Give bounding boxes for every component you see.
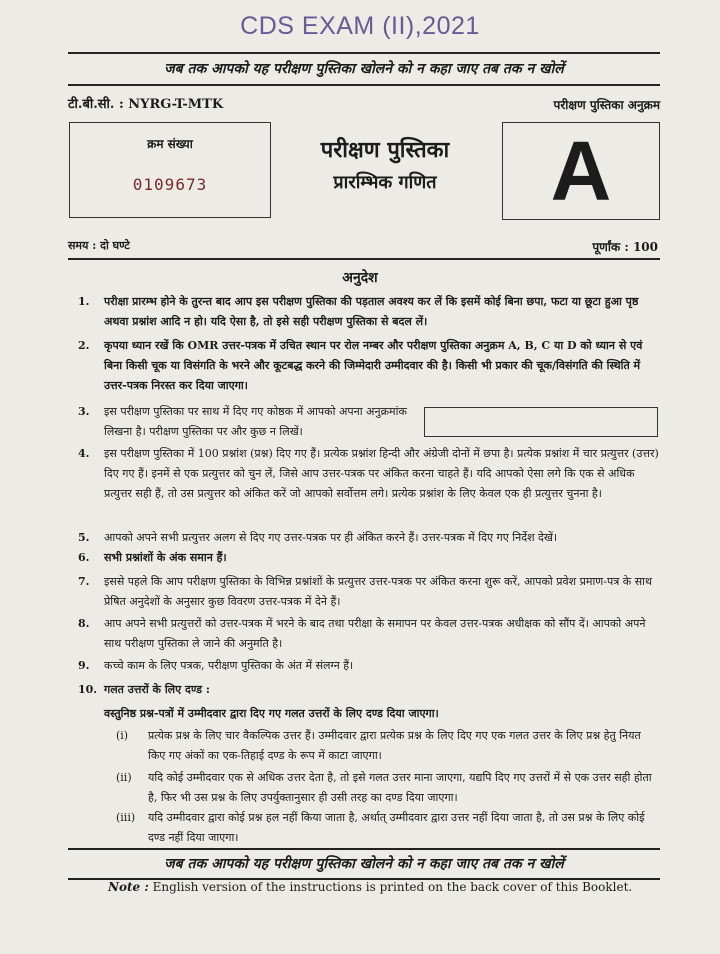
instruction-item xyxy=(68,292,660,332)
penalty-text: यदि कोई उम्मीदवार एक से अधिक उत्तर देता है, तो इसे गलत उत्तर माना जाएगा, यद्यपि दिए गए उत्तरों में से एक उत्तर सही होता है, फिर भी उस प्रश्न के लिए उपर्युक्तानुसार ही उसी तरह का दण्ड दिया जाएगा। xyxy=(148,771,652,804)
serial-number-box xyxy=(69,122,271,218)
penalty-text: यदि उम्मीदवार द्वारा कोई प्रश्न हल नहीं किया जाता है, अर्थात् उम्मीदवार द्वारा उत्तर नहीं दिया जाता है, तो उस प्रश्न के लिए कोई दण्ड नहीं दिया जाएगा। xyxy=(148,811,645,844)
instruction-item xyxy=(68,656,660,676)
instruction-item xyxy=(68,614,660,654)
instruction-number: 1. xyxy=(78,295,90,308)
penalty-intro: वस्तुनिष्ठ प्रश्न-पत्रों में उम्मीदवार द्वारा दिए गए गलत उत्तरों के लिए दण्ड दिया जाएगा। xyxy=(104,707,439,720)
penalty-item xyxy=(108,808,660,848)
instruction-item xyxy=(68,548,660,568)
instruction-text: परीक्षा प्रारम्भ होने के तुरन्त बाद आप इस परीक्षण पुस्तिका की पड़ताल अवश्य कर लें कि इसमें कोई बिना छपा, फटा या छूटा हुआ पृष्ठ अथवा प्रश्नांश आदि न हो। यदि ऐसा है, तो इसे सही परीक्षण पुस्तिका से बदल लें। xyxy=(104,295,639,328)
instruction-item xyxy=(68,572,660,612)
instruction-number: 8. xyxy=(78,617,90,630)
instruction-number: 7. xyxy=(78,575,90,588)
series-box xyxy=(502,122,660,220)
instruction-text: कृपया ध्यान रखें कि OMR उत्तर-पत्रक में उचित स्थान पर रोल नम्बर और परीक्षण पुस्तिका अनुक्रम A, B, C या D को ध्यान से एवं बिना किसी चूक या विसंगति के भरने और कूटबद्ध करने की जिम्मेदारी उम्मीदवार की है। किसी भी प्रकार की चूक/विसंगति की स्थिति में उत्तर-पत्रक निरस्त कर दिया जाएगा। xyxy=(104,339,643,392)
instruction-number: 4. xyxy=(78,447,90,460)
instruction-item xyxy=(68,680,660,700)
instruction-item xyxy=(68,528,660,548)
note-text: English version of the instructions is printed on the back cover of this Booklet. xyxy=(152,880,633,894)
instruction-number: 5. xyxy=(78,531,90,544)
penalty-item xyxy=(108,768,660,808)
instruction-item xyxy=(68,336,660,396)
penalty-text: प्रत्येक प्रश्न के लिए चार वैकल्पिक उत्तर हैं। उम्मीदवार द्वारा प्रत्येक प्रश्न के लिए दिए गए एक गलत उत्तर के लिए प्रश्न हेतु नियत किए गए अंकों का एक-तिहाई दण्ड के रूप में काटा जाएगा। xyxy=(148,729,641,762)
roll-number-box[interactable] xyxy=(424,407,658,437)
instruction-number: 9. xyxy=(78,659,90,672)
instruction-number: 10. xyxy=(78,683,98,696)
penalty-number: (iii) xyxy=(116,811,136,824)
booklet-title: परीक्षण पुस्तिका xyxy=(320,137,450,163)
instruction-item xyxy=(68,444,660,504)
series-label: परीक्षण पुस्तिका अनुक्रम xyxy=(553,98,660,112)
instruction-number: 2. xyxy=(78,339,90,352)
note-label: Note : xyxy=(108,880,149,894)
instruction-number: 6. xyxy=(78,551,90,564)
instruction-text: इस परीक्षण पुस्तिका पर साथ में दिए गए कोष्ठक में आपको अपना अनुक्रमांक लिखना है। परीक्षण पुस्तिका पर और कुछ न लिखें। xyxy=(104,405,407,438)
instruction-text: इससे पहले कि आप परीक्षण पुस्तिका के विभिन्न प्रश्नांशों के प्रत्युत्तर उत्तर-पत्रक पर अंकित करना शुरू करें, आपको प्रवेश प्रमाण-पत्र के साथ प्रेषित अनुदेशों के अनुसार कुछ विवरण उत्तर-पत्रक में देने हैं। xyxy=(104,575,653,608)
max-marks: पूर्णांक : 100 xyxy=(592,240,658,254)
instruction-text: कच्चे काम के लिए पत्रक, परीक्षण पुस्तिका के अंत में संलग्न हैं। xyxy=(104,659,354,672)
instructions-heading: अनुदेश xyxy=(342,270,378,286)
instruction-text: आप अपने सभी प्रत्युत्तरों को उत्तर-पत्रक में भरने के बाद तथा परीक्षा के समापन पर केवल उत्तर-पत्रक अधीक्षक को सौंप दें। आपको अपने साथ परीक्षण पुस्तिका ले जाने की अनुमति है। xyxy=(104,617,646,650)
penalty-number: (ii) xyxy=(116,771,132,784)
penalty-number: (i) xyxy=(116,729,129,742)
instruction-item xyxy=(68,402,408,442)
do-not-open-banner-bottom: जब तक आपको यह परीक्षण पुस्तिका खोलने को न कहा जाए तब तक न खोलें xyxy=(68,848,660,880)
do-not-open-banner-top: जब तक आपको यह परीक्षण पुस्तिका खोलने को न कहा जाए तब तक न खोलें xyxy=(68,52,660,86)
booklet-subject: प्रारम्भिक गणित xyxy=(333,172,437,193)
penalty-item xyxy=(108,726,660,766)
tbc-code: टी.बी.सी. : NYRG-T-MTK xyxy=(68,97,224,112)
serial-label: क्रम संख्या xyxy=(147,137,193,151)
instruction-text: इस परीक्षण पुस्तिका में 100 प्रश्नांश (प्रश्न) दिए गए हैं। प्रत्येक प्रश्नांश हिन्दी और अंग्रेजी दोनों में छपा है। प्रत्येक प्रश्नांश में चार प्रत्युत्तर (उत्तर) दिए गए हैं। इनमें से एक प्रत्युत्तर को चुन लें, जिसे आप उत्तर-पत्रक पर अंकित करना चाहते हैं। यदि आपको ऐसा लगे कि एक से अधिक प्रत्युत्तर सही हैं, तो उस प्रत्युत्तर को अंकित करें जो आपको सर्वोत्तम लगे। प्रत्येक प्रश्नांश के लिए केवल एक ही प्रत्युत्तर चुनना है। xyxy=(104,447,659,500)
instruction-number: 3. xyxy=(78,405,90,418)
exam-time: समय : दो घण्टे xyxy=(68,239,130,252)
instruction-text: गलत उत्तरों के लिए दण्ड : xyxy=(104,683,210,696)
instruction-text: आपको अपने सभी प्रत्युत्तर अलग से दिए गए उत्तर-पत्रक पर ही अंकित करने हैं। उत्तर-पत्रक में दिए गए निर्देश देखें। xyxy=(104,531,558,544)
series-letter: A xyxy=(550,124,612,218)
exam-title: CDS EXAM (II),2021 xyxy=(240,12,480,40)
instruction-text: सभी प्रश्नांशों के अंक समान हैं। xyxy=(104,551,227,564)
note xyxy=(108,880,632,894)
divider xyxy=(68,258,660,260)
serial-number: 0109673 xyxy=(132,175,208,194)
